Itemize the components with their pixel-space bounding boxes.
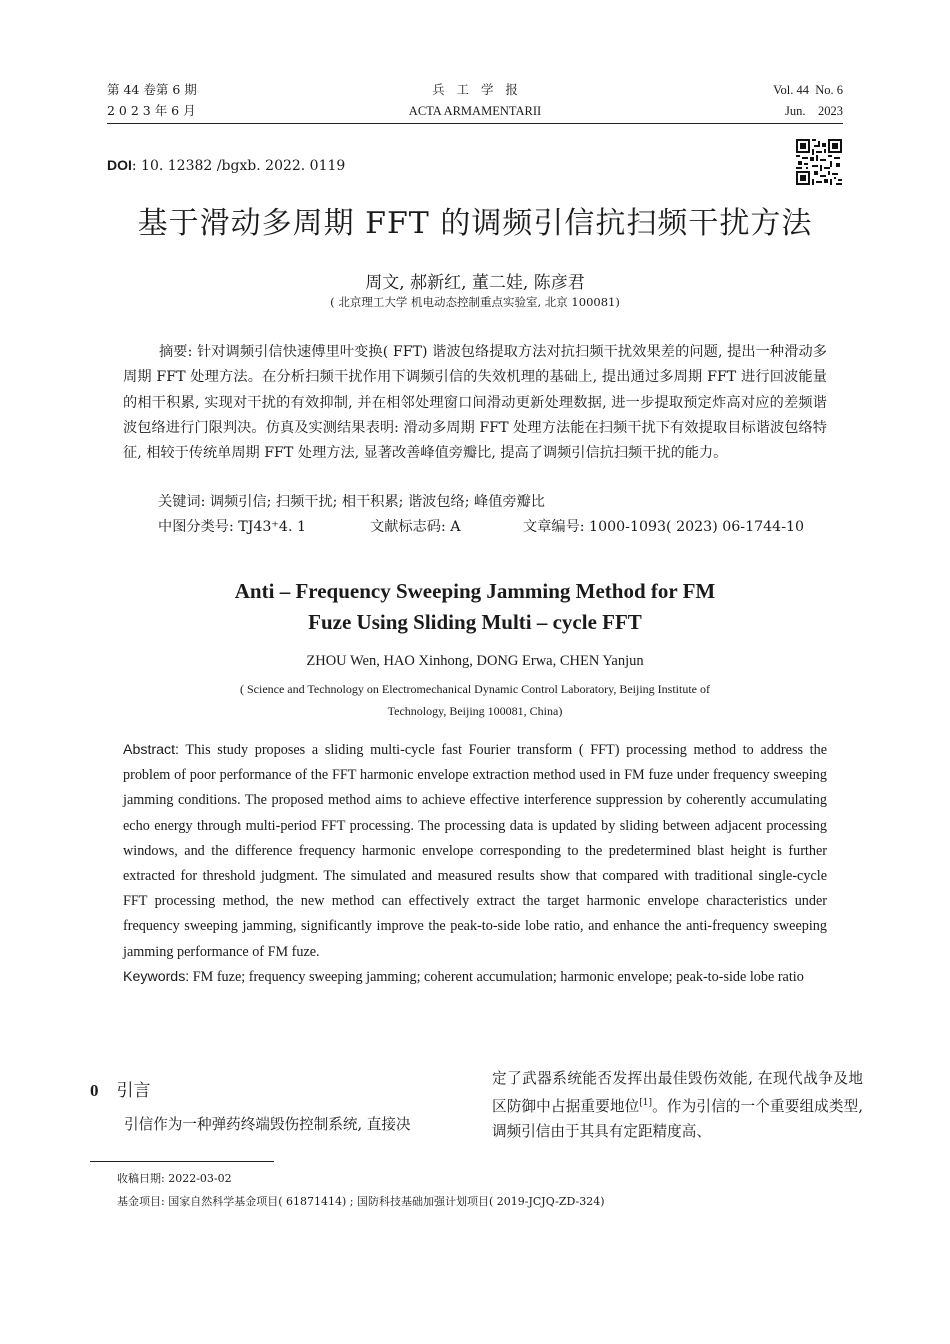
- abstract-en-label: Abstract:: [123, 742, 179, 758]
- footnote-rule: [90, 1161, 274, 1162]
- section-title: 引言: [116, 1081, 151, 1101]
- paper-title-en-line1: Anti – Frequency Sweeping Jamming Method for FM: [234, 579, 716, 603]
- received-date: 收稿日期: 2022-03-02: [117, 1172, 232, 1185]
- abstract-en: [123, 738, 827, 990]
- article-number: 文章编号: 1000-1093( 2023) 06-1744-10: [523, 519, 805, 535]
- clc-number: 中图分类号: TJ43⁺4. 1: [158, 519, 306, 535]
- paper-title-cn: 基于滑动多周期 FFT 的调频引信抗扫频干扰方法: [137, 206, 813, 241]
- keywords-en-text: FM fuze; frequency sweeping jamming; coherent accumulation; harmonic envelope; peak-to-side lobe ratio: [189, 968, 804, 985]
- doi-label: DOI: [107, 157, 132, 173]
- affiliation-cn: ( 北京理工大学 机电动态控制重点实验室, 北京 100081): [330, 295, 620, 309]
- header-vol-no: Vol. 44 No. 6: [773, 83, 843, 97]
- section-number: 0: [90, 1081, 99, 1100]
- body-right-text-1: 定了武器系统能否发挥出最佳毁伤效能, 在现代战争及地区防御中占据重要地位: [492, 1070, 863, 1115]
- section-heading: [90, 1076, 151, 1101]
- abstract-en-text: This study proposes a sliding multi-cycle fast Fourier transform ( FFT) processing method to address the problem of poor performance of the FFT harmonic envelope extraction method used in FM fuze under frequency sweeping jamming conditions. The proposed method aims to achieve effective interference suppression by coherently accumulating echo energy through multi-period FFT processing. The processing data is updated by sliding between adjacent processing windows, and the difference frequency harmonic envelope corresponding to the predetermined blast height is further extracted for threshold judgment. The simulated and measured results show that compared with traditional single-cycle FFT processing method, the new method can effectively extract the target harmonic envelope characteristics under frequency sweeping jamming, significantly improve the peak-to-side lobe ratio, and enhance the anti-frequency sweeping jamming performance of FM fuze.: [123, 742, 827, 960]
- body-right-column: [492, 1066, 863, 1144]
- body-left-column: 引信作为一种弹药终端毁伤控制系统, 直接决: [124, 1116, 411, 1133]
- qr-code-icon[interactable]: [796, 139, 842, 185]
- header-journal-en: ACTA ARMAMENTARII: [408, 104, 542, 118]
- affiliation-en: ( Science and Technology on Electromechanical Dynamic Control Laboratory, Beijing Institute of Technology, Beijing 100081, China): [239, 682, 710, 718]
- header-date: 2 0 2 3 年 6 月: [107, 103, 196, 118]
- funding-info: 基金项目: 国家自然科学基金项目( 61871414) ; 国防科技基础加强计划项目( 2019-JCJQ-ZD-324): [117, 1195, 605, 1208]
- keywords-en-label: Keywords:: [123, 968, 190, 985]
- paper-title-en: [0, 576, 950, 638]
- authors-cn: 周文, 郝新红, 董二娃, 陈彦君: [365, 273, 585, 293]
- doi-value: : 10. 12382 /bgxb. 2022. 0119: [131, 158, 346, 174]
- header-rule: [107, 123, 843, 124]
- doi[interactable]: [107, 157, 345, 174]
- authors-en: ZHOU Wen, HAO Xinhong, DONG Erwa, CHEN Yanjun: [306, 653, 644, 669]
- header-journal-cn: 兵 工 学 报: [432, 82, 518, 97]
- body-right-text-2: 。作为引信的一个重要组成类型, 调频引信由于其具有定距精度高、: [492, 1097, 863, 1140]
- abstract-cn: 摘要: 针对调频引信快速傅里叶变换( FFT) 谐波包络提取方法对抗扫频干扰效果差的问题, 提出一种滑动多周期 FFT 处理方法。在分析扫频干扰作用下调频引信的失效机理的基础上, 提出通过多周期 FFT 进行回波能量的相干积累, 实现对干扰的有效抑制, 并在相邻处理窗口间滑动更新处理数据, 进一步提取预定炸高对应的差频谐波包络进行门限判决。仿真及实测结果表明: 滑动多周期 FFT 处理方法能在扫频干扰下有效提取目标谐波包络特征, 相较于传统单周期 FFT 处理方法, 显著改善峰值旁瓣比, 提高了调频引信抗扫频干扰的能力。: [123, 344, 827, 462]
- header-volume: 第 44 卷第 6 期: [107, 82, 197, 97]
- header-month-year: Jun. 2023: [785, 104, 843, 118]
- keywords-cn: 关键词: 调频引信; 扫频干扰; 相干积累; 谐波包络; 峰值旁瓣比: [158, 494, 545, 510]
- document-code: 文献标志码: A: [370, 519, 461, 535]
- paper-title-en-line2: Fuze Using Sliding Multi – cycle FFT: [308, 610, 642, 634]
- citation-ref[interactable]: [1]: [639, 1098, 653, 1108]
